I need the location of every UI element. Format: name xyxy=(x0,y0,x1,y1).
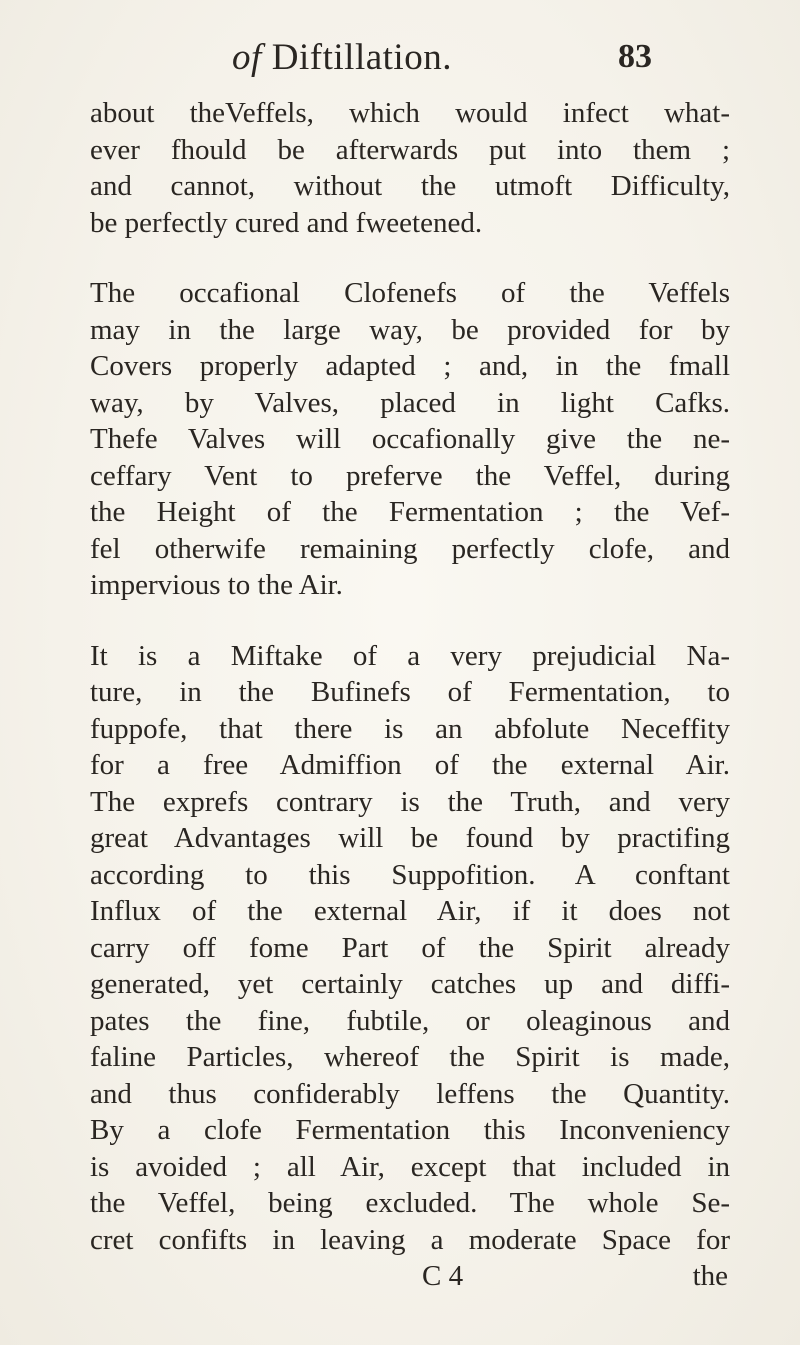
text-line: faline Particles, whereof the Spirit is made, xyxy=(90,1041,730,1073)
text-line: By a clofe Fermentation this Inconveniency xyxy=(90,1114,730,1146)
text-line: great Advantages will be found by practifing xyxy=(90,822,730,854)
page-header xyxy=(0,36,800,86)
text-line: be perfectly cured and fweetened. xyxy=(90,206,483,239)
paragraph-3 xyxy=(90,638,730,1259)
text-line: and cannot, without the utmoft Difficulty, xyxy=(90,170,730,202)
text-line: Covers properly adapted ; and, in the fmall xyxy=(90,350,730,382)
text-line: the Height of the Fermentation ; the Vef- xyxy=(90,496,730,528)
running-head-title: Diftillation. xyxy=(271,37,452,78)
running-head-of: of xyxy=(232,37,262,78)
text-line: It is a Miftake of a very prejudicial Na- xyxy=(90,639,730,672)
text-line: may in the large way, be provided for by xyxy=(90,313,730,346)
page-footer xyxy=(90,1258,730,1294)
text-line: for a free Admiffion of the external Air. xyxy=(90,749,730,781)
text-line: is avoided ; all Air, except that included in xyxy=(90,1150,730,1183)
text-line: fuppofe, that there is an abfolute Neceffity xyxy=(90,712,730,745)
text-line: and thus confiderably leffens the Quantity. xyxy=(90,1077,730,1110)
text-line: way, by Valves, placed in light Cafks. xyxy=(90,386,730,419)
signature-mark: C 4 xyxy=(422,1260,464,1292)
text-line: pates the fine, fubtile, or oleaginous and xyxy=(90,1004,730,1037)
paragraph-2 xyxy=(90,275,730,604)
paragraph-1 xyxy=(90,95,730,241)
text-line: The occafional Clofenefs of the Veffels xyxy=(90,277,730,309)
text-line: generated, yet certainly catches up and diffi- xyxy=(90,968,730,1000)
text-line: carry off fome Part of the Spirit already xyxy=(90,931,730,964)
page-number: 83 xyxy=(618,38,652,75)
text-line: fel otherwife remaining perfectly clofe, and xyxy=(90,532,730,565)
text-line: Thefe Valves will occafionally give the ne- xyxy=(90,423,730,455)
running-head xyxy=(232,36,452,79)
text-line: ever fhould be afterwards put into them ; xyxy=(90,133,730,166)
text-line: impervious to the Air. xyxy=(90,569,343,601)
text-line: ceffary Vent to preferve the Veffel, during xyxy=(90,459,730,492)
text-line: ture, in the Bufinefs of Fermentation, to xyxy=(90,676,730,708)
text-line: The exprefs contrary is the Truth, and very xyxy=(90,785,730,818)
text-line: about theVeffels, which would infect what- xyxy=(90,97,730,129)
catchword: the xyxy=(692,1260,728,1292)
text-line: Influx of the external Air, if it does not xyxy=(90,895,730,927)
text-line: cret confifts in leaving a moderate Space for xyxy=(90,1223,730,1256)
body-text xyxy=(90,95,730,1294)
text-line: according to this Suppofition. A conftant xyxy=(90,858,730,891)
text-line: the Veffel, being excluded. The whole Se- xyxy=(90,1187,730,1219)
